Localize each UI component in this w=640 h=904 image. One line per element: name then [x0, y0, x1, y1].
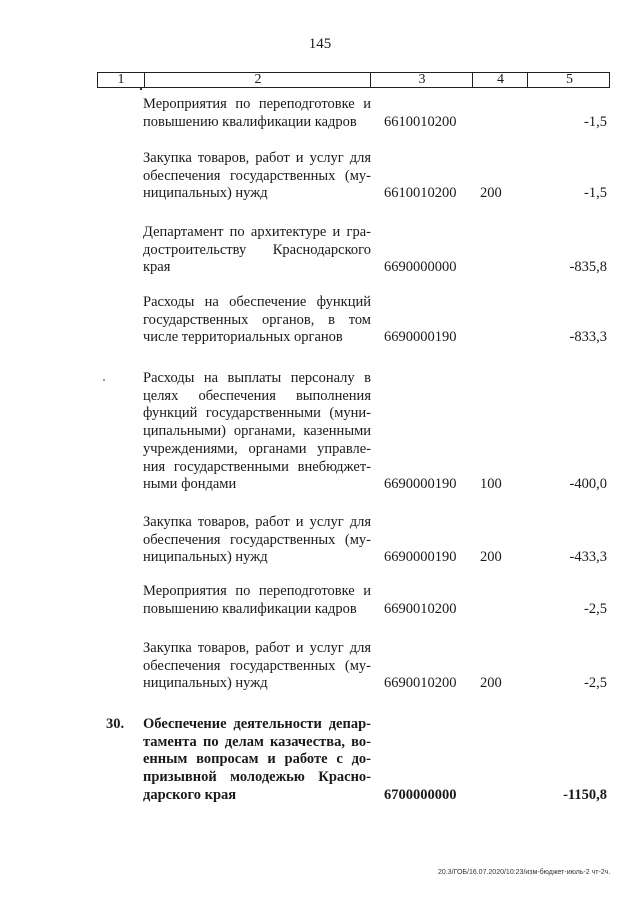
column-rule — [140, 88, 142, 90]
row-name-line: ципальными) органами, казенными — [143, 423, 371, 440]
row-name-line: края — [143, 259, 171, 276]
row-name-line: обеспечения государственных (му- — [143, 531, 371, 548]
row-amount: -2,5 — [584, 675, 607, 692]
header-col-3: 3 — [370, 73, 473, 87]
row-name — [143, 514, 371, 567]
row-name — [143, 583, 371, 618]
row-name-line: государственных органов, в том — [143, 311, 371, 328]
row-name-line: Закупка товаров, работ и услуг для — [143, 640, 371, 656]
row-name-line: целях обеспечения выполнения — [143, 387, 371, 404]
row-name — [143, 294, 371, 347]
scan-speck — [103, 379, 105, 381]
row-name-line: Расходы на выплаты персоналу в — [143, 370, 371, 386]
row-name-line: призывной молодежью Красно- — [143, 769, 371, 786]
row-name-line: ниципальных) нужд — [143, 675, 268, 692]
row-amount: -433,3 — [569, 549, 607, 566]
row-expense-type: 200 — [480, 675, 502, 692]
row-name-line: повышению квалификации кадров — [143, 113, 357, 130]
row-name-line: Расходы на обеспечение функций — [143, 294, 371, 310]
row-name — [143, 370, 371, 494]
row-code: 6610010200 — [384, 113, 457, 130]
row-name — [143, 96, 371, 131]
row-name-line: ниципальных) нужд — [143, 185, 268, 202]
row-amount: -2,5 — [584, 600, 607, 617]
row-name-line: достроительству Краснодарского — [143, 241, 371, 258]
row-name-line: Закупка товаров, работ и услуг для — [143, 514, 371, 530]
row-name-line: тамента по делам казачества, во- — [143, 733, 371, 750]
header-col-2: 2 — [144, 73, 371, 87]
row-name-line: повышению квалификации кадров — [143, 600, 357, 617]
row-code: 6690000190 — [384, 329, 457, 346]
header-col-4: 4 — [472, 73, 528, 87]
row-name — [143, 224, 371, 277]
header-col-5: 5 — [527, 73, 611, 87]
row-amount: -1,5 — [584, 185, 607, 202]
row-name-line: ными фондами — [143, 476, 237, 493]
row-code: 6690000000 — [384, 259, 457, 276]
row-expense-type: 200 — [480, 185, 502, 202]
row-number: 30. — [106, 716, 125, 732]
row-name-line: числе территориальных органов — [143, 329, 343, 346]
row-code: 6690000190 — [384, 549, 457, 566]
row-name — [143, 640, 371, 693]
row-amount: -1150,8 — [563, 786, 607, 803]
row-amount: -1,5 — [584, 113, 607, 130]
row-name-line: Мероприятия по переподготовке и — [143, 96, 371, 112]
row-amount: -835,8 — [569, 259, 607, 276]
row-name — [143, 150, 371, 203]
row-name-line: Обеспечение деятельности депар- — [143, 716, 371, 732]
row-name-line: обеспечения государственных (му- — [143, 657, 371, 674]
header-col-1: 1 — [117, 72, 125, 87]
row-name-line: Закупка товаров, работ и услуг для — [143, 150, 371, 166]
row-code: 6610010200 — [384, 185, 457, 202]
row-code: 6700000000 — [384, 786, 457, 803]
row-amount: -400,0 — [569, 476, 607, 493]
row-code: 6690000190 — [384, 476, 457, 493]
row-expense-type: 100 — [480, 476, 502, 493]
row-name-line: Департамент по архитектуре и гра- — [143, 224, 371, 240]
row-name-line: обеспечения государственных (му- — [143, 167, 371, 184]
row-amount: -833,3 — [569, 329, 607, 346]
footer-reference: 20.3/ГОБ/16.07.2020/10:23/изм-бюджет-июль-2 чт-2ч. — [438, 869, 611, 876]
page-number: 145 — [308, 36, 332, 52]
row-name-line: Мероприятия по переподготовке и — [143, 583, 371, 599]
row-name-line: дарского края — [143, 786, 237, 803]
row-expense-type: 200 — [480, 549, 502, 566]
row-name — [143, 716, 371, 805]
row-name-line: енным вопросам и работе с до- — [143, 751, 371, 768]
row-name-line: ниципальных) нужд — [143, 549, 268, 566]
row-name-line: ния государственными внебюджет- — [143, 458, 371, 475]
row-name-line: функций государственными (муни- — [143, 405, 371, 422]
row-code: 6690010200 — [384, 600, 457, 617]
row-code: 6690010200 — [384, 675, 457, 692]
row-name-line: учреждениями, органами управле- — [143, 440, 371, 457]
table-header — [97, 72, 610, 88]
